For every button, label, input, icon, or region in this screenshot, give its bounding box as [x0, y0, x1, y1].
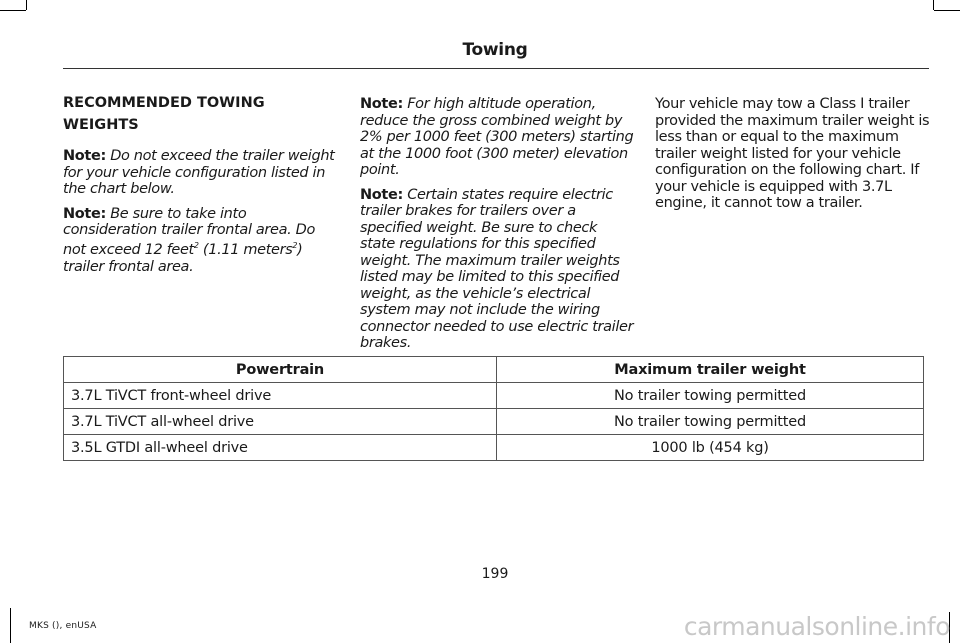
note-trailer-weight — [63, 148, 338, 198]
footer-model-code: MKS (), enUSA — [29, 621, 97, 631]
table-header-row — [64, 357, 924, 383]
table-row — [64, 383, 924, 409]
note-label: Note: — [63, 205, 106, 222]
powertrain-cell: 3.7L TiVCT front-wheel drive — [64, 383, 497, 409]
note-text: Do not exceed the trailer weight for your vehicle configuration listed in the chart below. — [63, 148, 335, 197]
class-i-trailer-paragraph: Your vehicle may tow a Class I trailer provided the maximum trailer weight is less than or equal to the maximum trailer weight listed for your vehicle configuration on the following chart. If your vehicle is equipped with 3.7L engine, it cannot tow a trailer. — [655, 96, 930, 211]
superscript: 2 — [292, 241, 298, 251]
table-row — [64, 435, 924, 461]
crop-mark — [0, 10, 26, 11]
crop-mark — [933, 0, 934, 10]
left-column — [63, 92, 338, 283]
table-row — [64, 409, 924, 435]
note-high-altitude — [360, 96, 634, 179]
crop-mark — [26, 0, 27, 10]
note-frontal-area — [63, 206, 338, 276]
right-column — [655, 96, 930, 220]
note-text: For high altitude operation, reduce the gross combined weight by 2% per 1000 feet (300 meters) starting at the 1000 foot (300 meter) elevation point. — [360, 96, 634, 178]
powertrain-cell: 3.7L TiVCT all-wheel drive — [64, 409, 497, 435]
superscript: 2 — [193, 241, 199, 251]
max-weight-cell: 1000 lb (454 kg) — [497, 435, 924, 461]
note-text: Certain states require electric trailer brakes for trailers over a specified weight. Be sure to check state regulations for this specified weight. The maximum trailer weights listed may be limited to this specified weight, as the vehicle’s electrical system may not include the wiring connector needed to use electric trailer brakes. — [360, 186, 634, 351]
crop-mark — [934, 10, 960, 11]
heading-line-1: RECOMMENDED TOWING — [63, 95, 265, 111]
max-weight-cell: No trailer towing permitted — [497, 383, 924, 409]
max-weight-cell: No trailer towing permitted — [497, 409, 924, 435]
powertrain-cell: 3.5L GTDI all-wheel drive — [64, 435, 497, 461]
site-watermark: carmanualsonline.info — [683, 612, 950, 641]
note-label: Note: — [63, 148, 106, 164]
crop-mark — [10, 608, 11, 643]
note-electric-brakes — [360, 187, 634, 352]
column-header-max-weight: Maximum trailer weight — [497, 357, 924, 383]
header-divider — [63, 68, 929, 69]
page-number: 199 — [481, 566, 509, 582]
towing-weights-table — [63, 356, 924, 461]
note-label: Note: — [360, 96, 403, 112]
note-text-end: ) trailer frontal area. — [63, 242, 303, 275]
middle-column — [360, 96, 634, 360]
heading-line-2: WEIGHTS — [63, 117, 139, 133]
note-text-middle: (1.11 meters — [198, 242, 293, 259]
page-title: Towing — [462, 40, 528, 60]
note-text-start: Be sure to take into consideration trailer frontal area. Do not exceed 12 feet — [63, 205, 315, 259]
section-heading — [63, 92, 338, 136]
column-header-powertrain: Powertrain — [64, 357, 497, 383]
note-label: Note: — [360, 186, 403, 203]
